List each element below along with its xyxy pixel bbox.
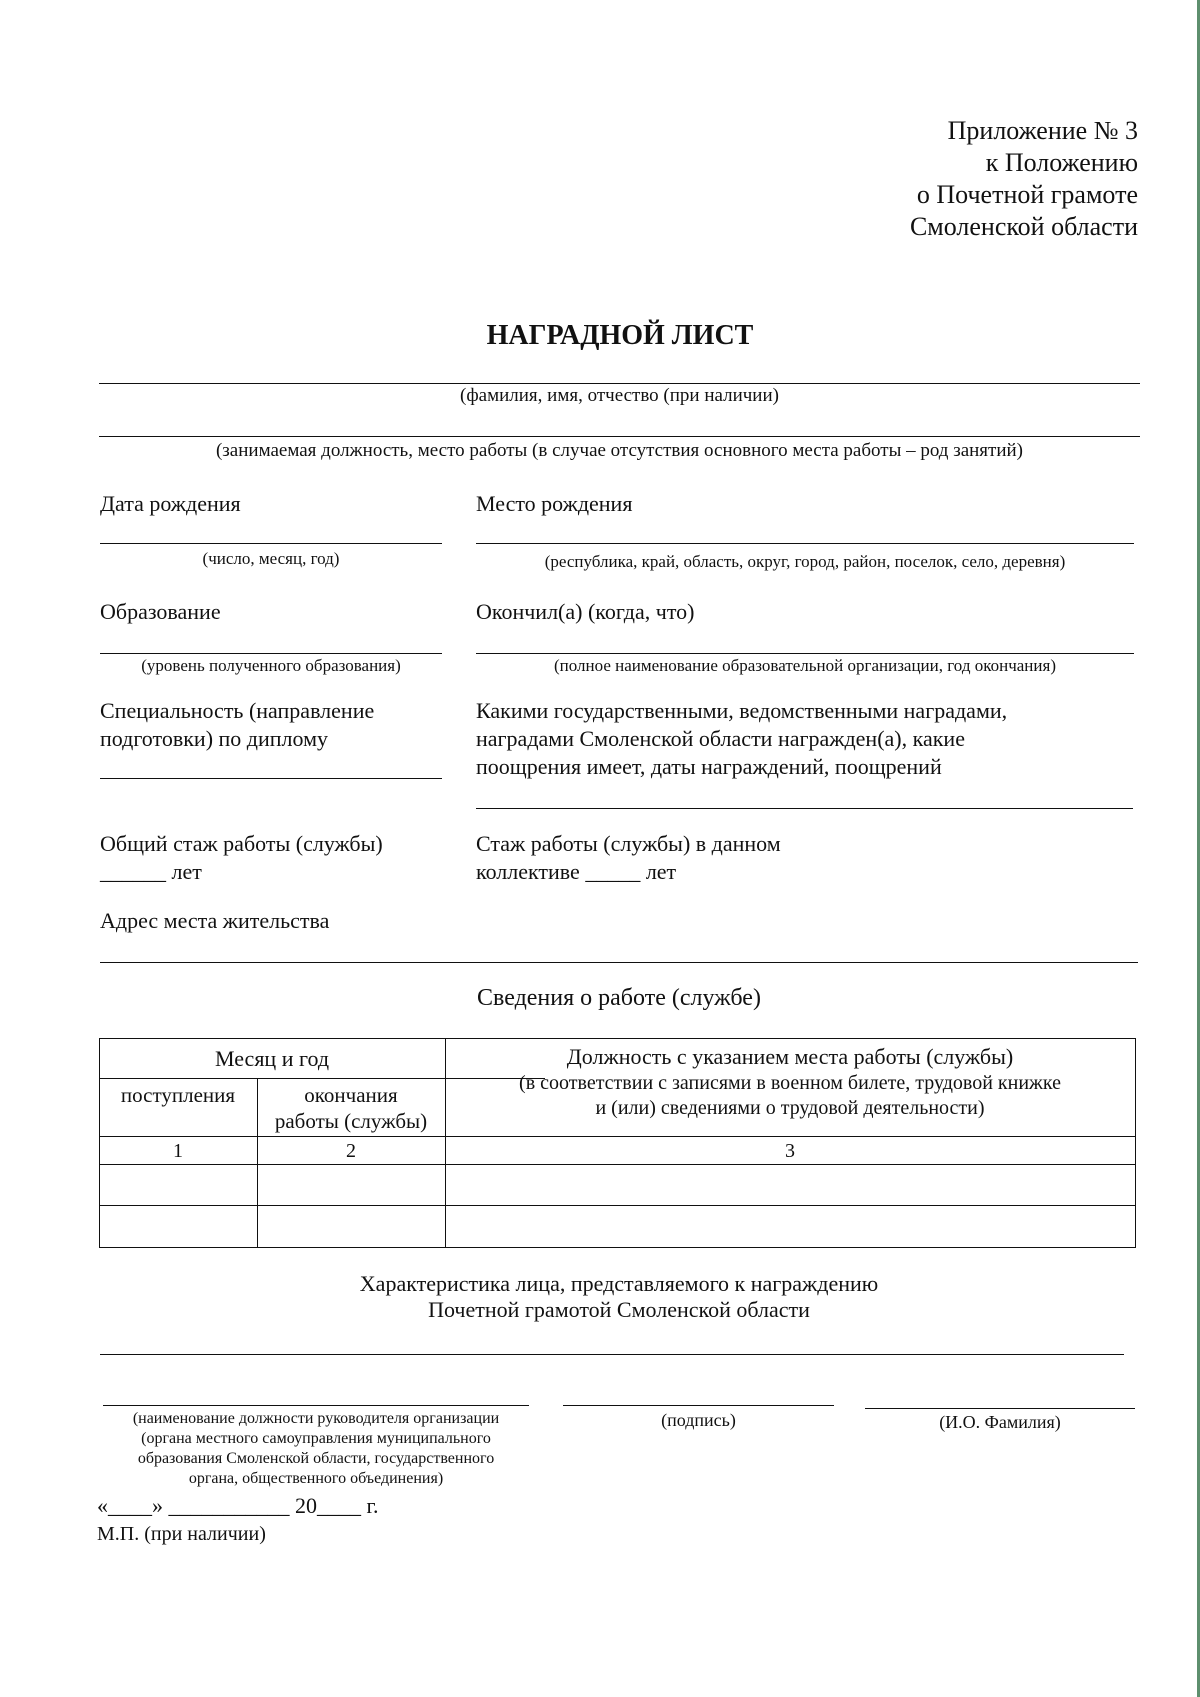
column-number-3: 3: [785, 1140, 795, 1162]
name-line: [865, 1408, 1135, 1409]
birth-date-label: Дата рождения: [100, 491, 241, 516]
position-caption: (занимаемая должность, место работы (в случае отсутствия основного места работы – род занятий): [215, 440, 1024, 461]
awards-line: [476, 808, 1133, 809]
team-experience-label: Стаж работы (службы) в данном: [476, 831, 781, 856]
table-border-numbers-bottom: [99, 1164, 1136, 1165]
awards-label-2: наградами Смоленской области награжден(а), какие: [476, 726, 965, 751]
characteristic-line-1: Характеристика лица, представляемого к награждению: [359, 1271, 879, 1296]
header-end-1: окончания: [304, 1083, 398, 1107]
education-line: [100, 653, 442, 654]
signature-line: [563, 1405, 834, 1406]
education-caption: (уровень полученного образования): [141, 656, 401, 675]
table-border-header-bottom: [99, 1136, 1136, 1137]
team-experience-years: коллективе _____ лет: [476, 859, 677, 884]
header-position-2: (в соответствии с записями в военном билете, трудовой книжке: [519, 1072, 1061, 1094]
graduated-label: Окончил(а) (когда, что): [476, 599, 695, 624]
total-experience-years: ______ лет: [100, 859, 202, 884]
graduated-caption: (полное наименование образовательной организации, год окончания): [554, 656, 1056, 675]
header-end-2: работы (службы): [274, 1109, 428, 1133]
column-number-1: 1: [173, 1140, 183, 1162]
column-number-2: 2: [346, 1140, 356, 1162]
signature-caption: (подпись): [661, 1410, 736, 1430]
name-caption: (И.О. Фамилия): [939, 1412, 1061, 1432]
table-border-right: [1135, 1038, 1136, 1248]
document-title: НАГРАДНОЙ ЛИСТ: [486, 320, 754, 351]
table-border-top: [99, 1038, 1136, 1039]
position-line: [99, 436, 1140, 437]
fio-line: [99, 383, 1140, 384]
address-label: Адрес места жительства: [100, 908, 330, 933]
appendix-line-3: о Почетной грамоте: [916, 180, 1138, 209]
appendix-line-1: Приложение № 3: [947, 116, 1138, 145]
awards-label-3: поощрения имеет, даты награждений, поощрений: [476, 754, 942, 779]
characteristic-line: [100, 1354, 1124, 1355]
head-caption-3: образования Смоленской области, государственного: [137, 1450, 495, 1467]
birth-place-line: [476, 543, 1134, 544]
header-position-1: Должность с указанием места работы (службы): [566, 1044, 1014, 1069]
head-caption-2: (органа местного самоуправления муниципального: [141, 1430, 491, 1447]
table-border-bottom: [99, 1247, 1136, 1248]
header-month-year: Месяц и год: [214, 1046, 330, 1071]
birth-date-caption: (число, месяц, год): [202, 549, 340, 568]
work-table: [99, 1038, 1136, 1248]
appendix-line-2: к Положению: [985, 148, 1138, 177]
head-caption-4: органа, общественного объединения): [188, 1470, 444, 1487]
signature-date: «____» ___________ 20____ г.: [97, 1493, 379, 1518]
birth-date-line: [100, 543, 442, 544]
address-line: [100, 962, 1138, 963]
specialty-line: [100, 778, 442, 779]
head-caption-1: (наименование должности руководителя организации: [132, 1410, 500, 1427]
appendix-block: [910, 115, 1138, 243]
education-label: Образование: [100, 599, 221, 624]
header-start: поступления: [120, 1083, 236, 1107]
head-position-line: [103, 1405, 529, 1406]
work-section-title: Сведения о работе (службе): [477, 985, 761, 1011]
table-border-row1-bottom: [99, 1205, 1136, 1206]
header-position-3: и (или) сведениями о трудовой деятельности): [595, 1097, 985, 1119]
birth-place-caption: (республика, край, область, округ, город, район, поселок, село, деревня): [544, 552, 1066, 571]
characteristic-line-2: Почетной грамотой Смоленской области: [428, 1297, 810, 1322]
specialty-label-2: подготовки) по диплому: [100, 726, 329, 751]
fio-caption: (фамилия, имя, отчество (при наличии): [460, 385, 779, 406]
appendix-line-4: Смоленской области: [909, 212, 1138, 241]
table-border-sub-left: [99, 1078, 257, 1079]
birth-place-label: Место рождения: [476, 491, 633, 516]
specialty-label-1: Специальность (направление: [100, 698, 375, 723]
awards-label-1: Какими государственными, ведомственными наградами,: [476, 698, 1008, 723]
stamp-place: М.П. (при наличии): [97, 1523, 266, 1545]
total-experience-label: Общий стаж работы (службы): [100, 831, 383, 856]
graduated-line: [476, 653, 1134, 654]
